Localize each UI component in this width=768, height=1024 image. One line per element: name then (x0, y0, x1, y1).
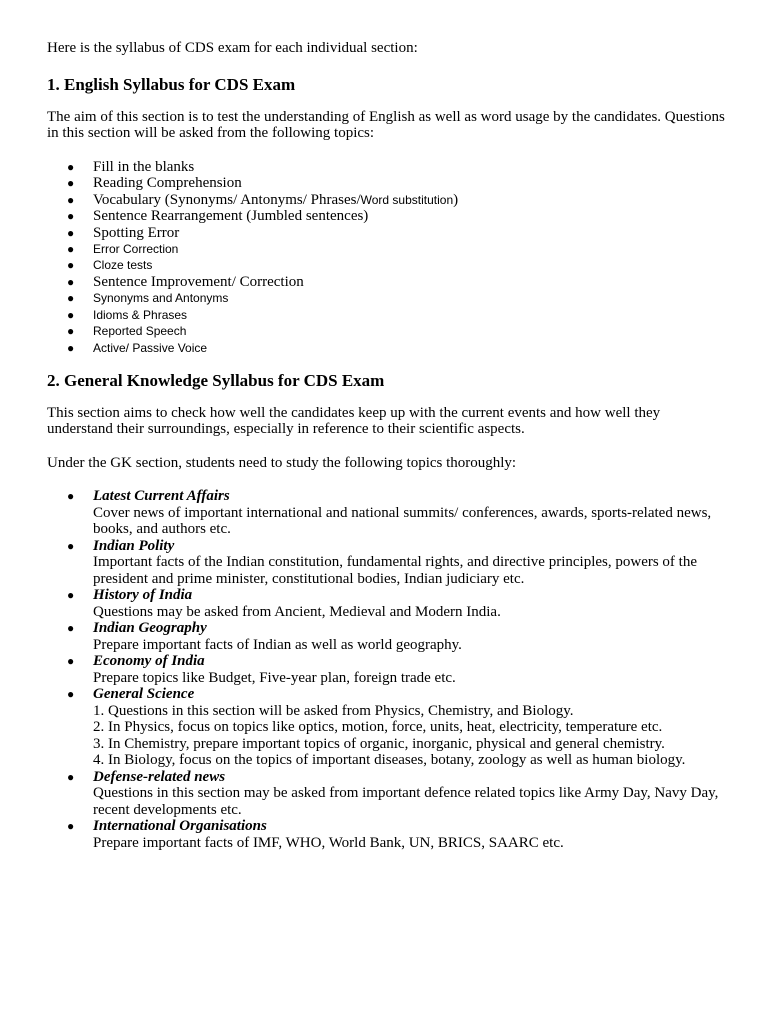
topic-description: Important facts of the Indian constitution, fundamental rights, and directive principles, powers of the president and prime minister, constitutional bodies, Indian judiciary etc. (93, 554, 697, 587)
bullet-icon: ● (67, 588, 75, 603)
topic-title: Economy of India (93, 653, 205, 670)
list-item (47, 274, 727, 291)
list-item (47, 340, 727, 356)
bullet-icon: ● (67, 819, 75, 834)
bullet-icon: ● (67, 538, 75, 553)
topic-description: 3. In Chemistry, prepare important topics of organic, inorganic, physical and general chemistry. (93, 735, 665, 752)
list-item (47, 290, 727, 306)
topic-text-suffix: ) (453, 191, 459, 208)
gk-topic-list (47, 488, 727, 851)
topic-title: International Organisations (93, 818, 267, 835)
topic-description: Questions may be asked from Ancient, Medieval and Modern India. (93, 603, 501, 620)
topic-description: Questions in this section may be asked from important defence related topics like Army Day, Navy Day, recent developments etc. (93, 785, 719, 818)
bullet-icon: ● (67, 242, 75, 256)
english-paragraph: The aim of this section is to test the understanding of English as well as word usage by the candidates. Questions in this section will be asked from the following topics: (47, 108, 725, 141)
list-item (47, 769, 727, 819)
topic-description: 4. In Biology, focus on the topics of important diseases, botany, zoology as well as human biology. (93, 752, 686, 769)
bullet-icon: ● (67, 176, 75, 190)
list-item (47, 307, 727, 323)
topic-text: Idioms & Phrases (93, 307, 188, 322)
topic-text: Spotting Error (93, 224, 180, 241)
topic-text: Reported Speech (93, 324, 187, 339)
gk-paragraph-2: Under the GK section, students need to study the following topics thoroughly: (47, 454, 517, 471)
bullet-icon: ● (67, 209, 75, 223)
intro-text: Here is the syllabus of CDS exam for each individual section: (47, 40, 418, 56)
list-item (47, 159, 727, 176)
topic-description: 1. Questions in this section will be asked from Physics, Chemistry, and Biology. (93, 702, 574, 719)
topic-description: Prepare topics like Budget, Five-year plan, foreign trade etc. (93, 669, 456, 686)
topic-title: Latest Current Affairs (93, 488, 230, 505)
topic-text: Fill in the blanks (93, 158, 195, 175)
list-item (47, 175, 727, 192)
topic-text: Cloze tests (93, 258, 153, 273)
topic-title: History of India (93, 587, 193, 604)
list-item (47, 653, 727, 686)
topic-title: Indian Geography (93, 620, 207, 637)
list-item (47, 620, 727, 653)
topic-description: Prepare important facts of Indian as well as world geography. (93, 636, 462, 653)
list-item (47, 538, 727, 588)
english-topic-list (47, 159, 727, 356)
bullet-icon: ● (67, 225, 75, 240)
bullet-icon: ● (67, 654, 75, 669)
bullet-icon: ● (67, 324, 75, 339)
topic-description: Prepare important facts of IMF, WHO, World Bank, UN, BRICS, SAARC etc. (93, 834, 564, 851)
list-item (47, 488, 727, 538)
bullet-icon: ● (67, 192, 75, 207)
bullet-icon: ● (67, 274, 75, 289)
topic-text: Error Correction (93, 242, 179, 256)
list-item (47, 241, 727, 257)
list-item (47, 208, 727, 225)
list-item (47, 587, 727, 620)
english-heading: 1. English Syllabus for CDS Exam (47, 74, 296, 94)
topic-text: Sentence Rearrangement (Jumbled sentences) (93, 208, 369, 224)
bullet-icon: ● (67, 307, 75, 322)
list-item (47, 257, 727, 273)
topic-title: General Science (93, 686, 195, 703)
document-page (47, 40, 727, 851)
bullet-icon: ● (67, 159, 75, 174)
topic-title: Defense-related news (93, 768, 226, 785)
topic-text: Synonyms and Antonyms (93, 291, 229, 306)
list-item (47, 323, 727, 339)
list-item (47, 686, 727, 769)
gk-heading: 2. General Knowledge Syllabus for CDS Exam (47, 370, 385, 390)
topic-text: Vocabulary (Synonyms/ Antonyms/ Phrases/ (93, 191, 361, 208)
topic-description: 2. In Physics, focus on topics like optics, motion, force, units, heat, electricity, temperature etc. (93, 719, 663, 736)
bullet-icon: ● (67, 769, 75, 784)
topic-description: Cover news of important international and national summits/ conferences, awards, sports-related news, books, and authors etc. (93, 504, 712, 538)
bullet-icon: ● (67, 489, 75, 504)
bullet-icon: ● (67, 340, 75, 355)
bullet-icon: ● (67, 621, 75, 636)
bullet-icon: ● (67, 258, 75, 273)
list-item (47, 225, 727, 242)
topic-text: Sentence Improvement/ Correction (93, 273, 304, 290)
topic-text: Active/ Passive Voice (93, 340, 208, 355)
bullet-icon: ● (67, 687, 75, 702)
topic-title: Indian Polity (93, 537, 175, 554)
bullet-icon: ● (67, 291, 75, 306)
topic-text: Reading Comprehension (93, 175, 242, 191)
gk-paragraph-1: This section aims to check how well the candidates keep up with the current events and how well they understand their surroundings, especially in reference to their scientific aspects. (47, 404, 661, 438)
list-item (47, 192, 727, 209)
list-item (47, 818, 727, 851)
topic-text-sans: Word substitution (360, 192, 454, 207)
